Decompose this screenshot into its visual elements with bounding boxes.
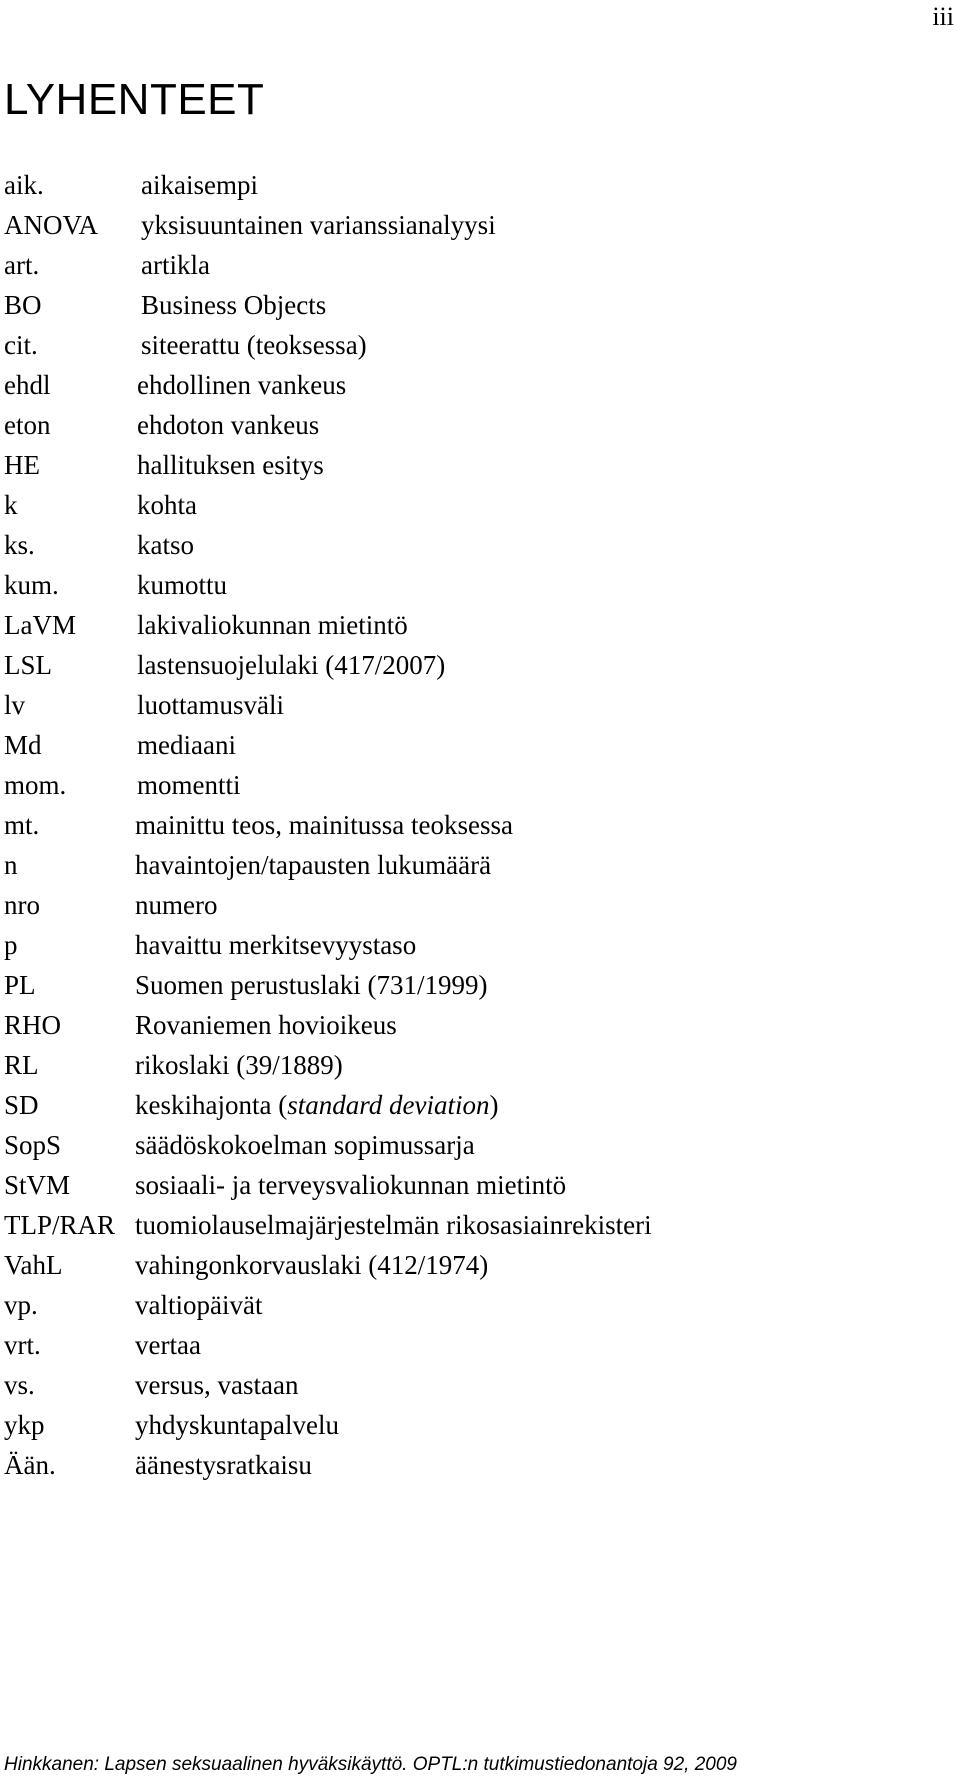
abbreviation-row [4,885,944,925]
abbreviation-row [4,285,944,325]
abbreviation-term: PL [4,970,36,1000]
abbreviation-row [4,1285,944,1325]
abbreviation-term: TLP/RAR [4,1210,116,1240]
abbreviation-row [4,1125,944,1165]
definition-text: vertaa [135,1330,201,1360]
definition-text: lastensuojelulaki (417/2007) [137,650,446,680]
definition-text: kumottu [137,570,228,600]
definition-text: valtiopäivät [135,1290,263,1320]
abbreviation-term: vp. [4,1290,38,1320]
abbreviation-term: vrt. [4,1330,41,1360]
abbreviation-row [4,1405,944,1445]
abbreviation-term: RHO [4,1010,62,1040]
definition-text: siteerattu (teoksessa) [141,330,367,360]
abbreviation-row [4,1365,944,1405]
abbreviation-term: ykp [4,1410,45,1440]
definition-text: äänestysratkaisu [135,1450,312,1480]
abbreviation-row [4,805,944,845]
abbreviation-term: art. [4,250,40,280]
definition-closing-text: ) [489,1090,499,1120]
abbreviation-definition [135,1325,201,1365]
abbreviation-definition [141,285,326,325]
abbreviation-list [4,165,944,1485]
definition-text: säädöskokoelman sopimussarja [135,1130,475,1160]
abbreviation-definition [135,1365,298,1405]
abbreviation-row [4,1245,944,1285]
definition-text: ehdoton vankeus [137,410,320,440]
definition-text: havaintojen/tapausten lukumäärä [135,850,492,880]
abbreviation-term: LaVM [4,610,76,640]
abbreviation-row [4,205,944,245]
abbreviation-row [4,605,944,645]
abbreviation-definition [135,1245,488,1285]
abbreviation-definition [135,1125,475,1165]
abbreviation-definition [137,445,324,485]
abbreviation-definition [137,525,194,565]
abbreviation-term: Md [4,730,42,760]
abbreviation-term: aik. [4,170,44,200]
abbreviation-term: n [4,850,18,880]
definition-text: mediaani [137,730,236,760]
abbreviation-term: mt. [4,810,40,840]
abbreviation-row [4,845,944,885]
abbreviation-definition [135,1085,498,1125]
abbreviation-definition [137,565,227,605]
definition-text: havaittu merkitsevyystaso [135,930,417,960]
abbreviation-term: k [4,490,18,520]
footer-citation: Hinkkanen: Lapsen seksuaalinen hyväksikäyttö. OPTL:n tutkimustiedonantoja 92, 2009 [4,1754,738,1775]
abbreviation-term: ANOVA [4,210,99,240]
abbreviation-definition [135,885,217,925]
abbreviation-term: LSL [4,650,53,680]
definition-text: yhdyskuntapalvelu [135,1410,339,1440]
abbreviation-definition [137,405,319,445]
abbreviation-term: eton [4,410,51,440]
abbreviation-row [4,445,944,485]
abbreviation-definition [137,605,408,645]
definition-text: aikaisempi [141,170,258,200]
definition-text: kohta [137,490,197,520]
abbreviation-row [4,765,944,805]
abbreviation-row [4,325,944,365]
definition-text: hallituksen esitys [137,450,324,480]
abbreviation-row [4,565,944,605]
abbreviation-definition [135,845,491,885]
abbreviation-term: cit. [4,330,38,360]
abbreviation-term: StVM [4,1170,71,1200]
definition-text: sosiaali- ja terveysvaliokunnan mietintö [135,1170,567,1200]
abbreviation-term: Ään. [4,1450,56,1480]
definition-text: vahingonkorvauslaki (412/1974) [135,1250,489,1280]
abbreviation-definition [135,1165,566,1205]
definition-text: Business Objects [141,290,327,320]
abbreviation-definition [135,965,487,1005]
abbreviation-term: vs. [4,1370,35,1400]
abbreviation-row [4,1045,944,1085]
abbreviation-term: nro [4,890,40,920]
abbreviation-row [4,1085,944,1125]
abbreviation-term: ehdl [4,370,51,400]
abbreviation-row [4,365,944,405]
abbreviation-definition [135,925,416,965]
abbreviation-definition [141,325,367,365]
abbreviation-definition [137,485,197,525]
definition-text: momentti [137,770,241,800]
abbreviation-definition [135,1205,652,1245]
definition-text: yksisuuntainen varianssianalyysi [141,210,496,240]
page-number: iii [932,2,954,31]
abbreviation-definition [137,725,236,765]
abbreviation-term: p [4,930,18,960]
abbreviation-definition [135,1445,312,1485]
definition-italic-text: standard deviation [287,1090,490,1120]
definition-text: tuomiolauselmajärjestelmän rikosasiainrekisteri [135,1210,652,1240]
definition-text: rikoslaki (39/1889) [135,1050,343,1080]
definition-text: luottamusväli [137,690,284,720]
abbreviation-term: SD [4,1090,39,1120]
abbreviation-definition [141,205,496,245]
abbreviation-term: RL [4,1050,39,1080]
abbreviation-row [4,405,944,445]
definition-text: katso [137,530,194,560]
abbreviation-definition [141,165,258,205]
abbreviation-definition [135,1285,262,1325]
abbreviation-definition [135,1005,397,1045]
abbreviation-row [4,525,944,565]
definition-text: keskihajonta ( [135,1090,288,1120]
abbreviation-row [4,725,944,765]
abbreviation-definition [137,685,284,725]
definition-text: numero [135,890,218,920]
abbreviation-term: BO [4,290,42,320]
abbreviation-definition [141,245,210,285]
abbreviation-row [4,925,944,965]
abbreviation-term: SopS [4,1130,62,1160]
abbreviation-term: HE [4,450,40,480]
definition-text: Rovaniemen hovioikeus [135,1010,397,1040]
definition-text: versus, vastaan [135,1370,299,1400]
abbreviation-definition [137,365,346,405]
definition-text: artikla [141,250,210,280]
abbreviation-definition [135,1045,343,1085]
abbreviation-row [4,645,944,685]
abbreviation-row [4,965,944,1005]
abbreviation-row [4,485,944,525]
abbreviation-row [4,1205,944,1245]
abbreviation-row [4,1325,944,1365]
abbreviation-row [4,1445,944,1485]
definition-text: lakivaliokunnan mietintö [137,610,408,640]
abbreviation-row [4,165,944,205]
abbreviation-term: lv [4,690,26,720]
abbreviation-row [4,1005,944,1045]
page-title: LYHENTEET [4,75,265,124]
abbreviation-definition [137,645,445,685]
abbreviation-term: mom. [4,770,67,800]
definition-text: ehdollinen vankeus [137,370,347,400]
abbreviation-row [4,1165,944,1205]
abbreviation-definition [135,805,513,845]
abbreviation-definition [135,1405,339,1445]
abbreviation-term: ks. [4,530,35,560]
abbreviation-definition [137,765,241,805]
abbreviation-term: VahL [4,1250,63,1280]
abbreviation-row [4,245,944,285]
abbreviation-row [4,685,944,725]
definition-text: mainittu teos, mainitussa teoksessa [135,810,513,840]
abbreviation-term: kum. [4,570,59,600]
definition-text: Suomen perustuslaki (731/1999) [135,970,488,1000]
